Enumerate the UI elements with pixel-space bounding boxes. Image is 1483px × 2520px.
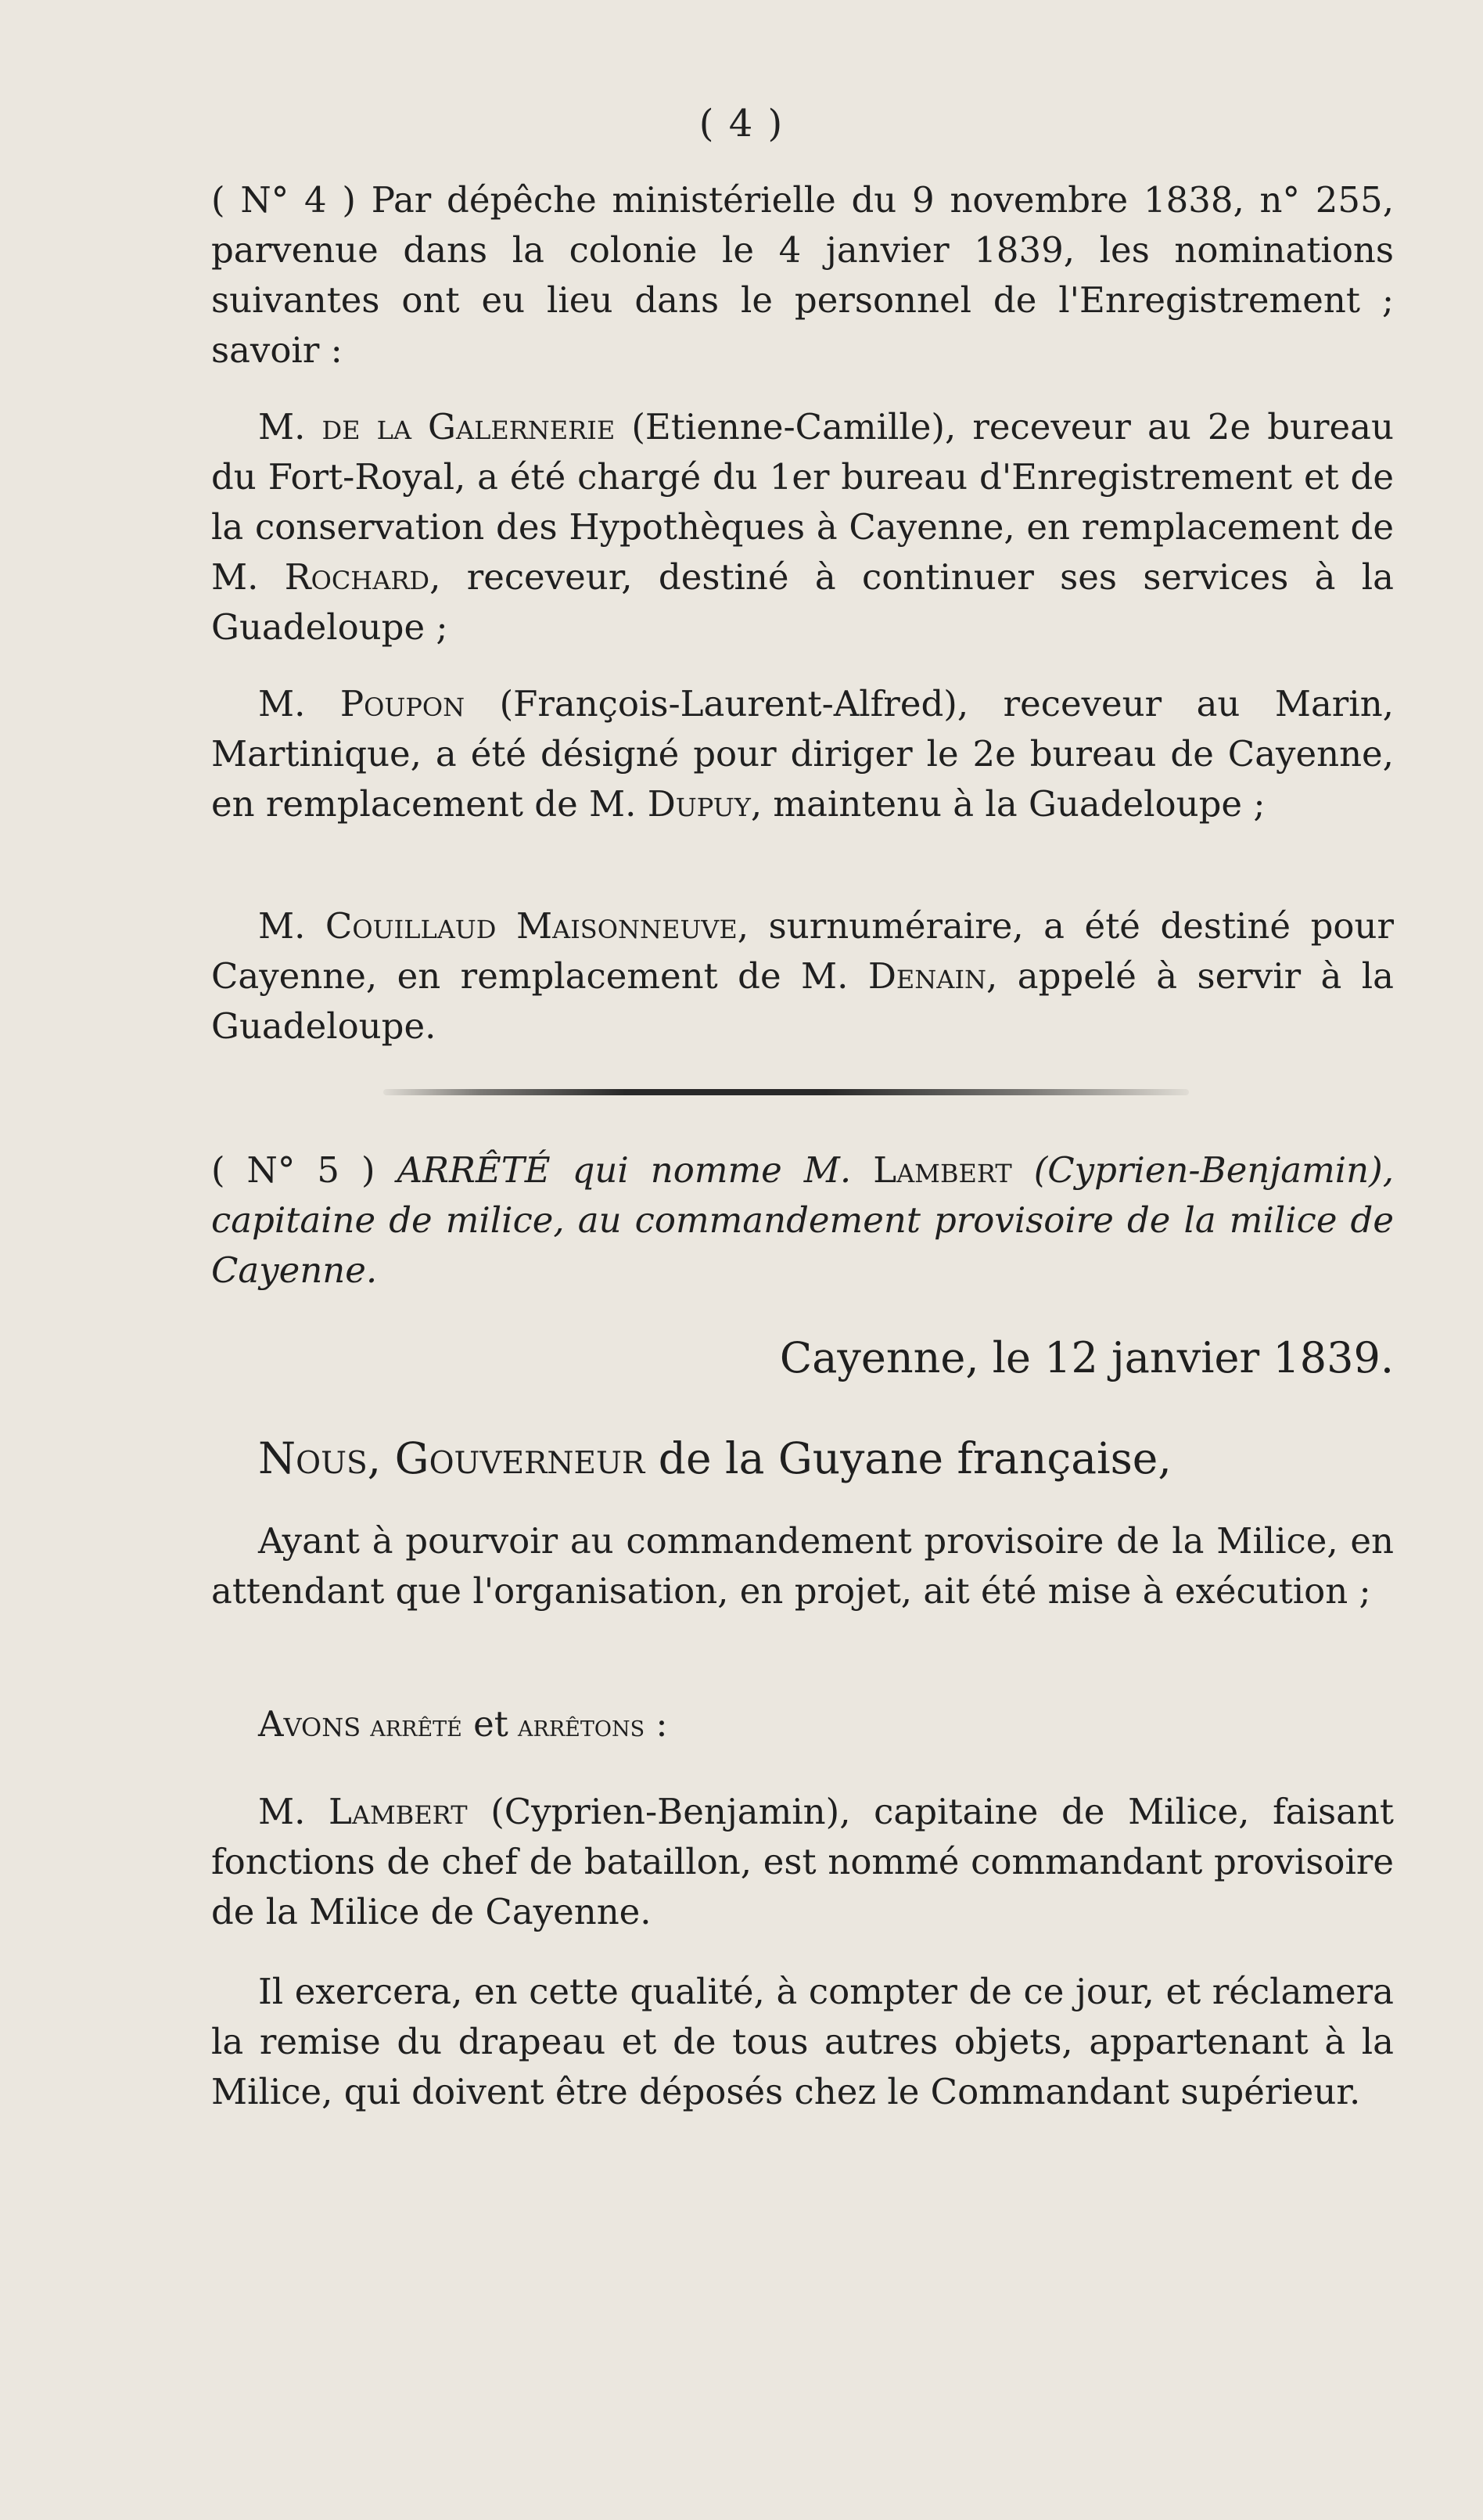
page-number: ( 4 ) [698,102,785,146]
section-separator [383,1089,1189,1098]
person-name: Lambert [873,1149,1012,1191]
section-4-paragraph-2: M. Poupon (François-Laurent-Alfred), receveur au Marin, Martinique, a été désigné pour diriger le 2e bureau de Cayenne, en remplacement de M. Dupuy, maintenu à la Guadeloupe ; [211,683,1394,825]
person-name: Rochard [284,556,430,598]
decree-title: Nous, Gouverneur de la Guyane française, [258,1433,1172,1483]
decree-formula: Avons arrêté et arrêtons : [258,1703,668,1745]
person-name: M. Lambert [258,1791,468,1832]
section-4-intro: ( N° 4 ) Par dépêche ministérielle du 9 novembre 1838, n° 255, parvenue dans la colonie le 4 janvier 1839, les nominations suivantes ont eu lieu dans le personnel de l'Enregistrement ; savoir : [211,179,1394,371]
person-name: M. Couillaud Maisonneuve [258,905,738,947]
section-4 [211,175,1394,376]
person-name: M. de la Galernerie [258,406,616,448]
section-5-heading: ( N° 5 ) ARRÊTÉ qui nomme M. Lambert (Cyprien-Benjamin), capitaine de milice, au commandement provisoire de la milice de Cayenne. [211,1149,1395,1291]
decree-considerant: Ayant à pourvoir au commandement provisoire de la Milice, en attendant que l'organisation, en projet, ait été mise à exécution ; [211,1520,1394,1612]
decree-article-1: M. Lambert (Cyprien-Benjamin), capitaine de Milice, faisant fonctions de chef de bataillon, est nommé commandant provisoire de la Milice de Cayenne. [211,1791,1394,1932]
section-4-paragraph-1: M. de la Galernerie (Etienne-Camille), receveur au 2e bureau du Fort-Royal, a été chargé du 1er bureau d'Enregistrement et de la conservation des Hypothèques à Cayenne, en remplacement de M. Rochard, receveur, destiné à continuer ses services à la Guadeloupe ; [211,406,1394,648]
person-name: Dupuy [647,783,751,825]
dateline: Cayenne, le 12 janvier 1839. [779,1333,1394,1382]
decree-article-2: Il exercera, en cette qualité, à compter de ce jour, et réclamera la remise du drapeau et de tous autres objets, appartenant à la Milice, qui doivent être déposés chez le Commandant supérieur. [211,1971,1394,2112]
section-4-paragraph-3: M. Couillaud Maisonneuve, surnuméraire, a été destiné pour Cayenne, en remplacement de M. Denain, appelé à servir à la Guadeloupe. [211,905,1394,1047]
person-name: Denain [867,955,987,997]
person-name: M. Poupon [258,683,465,724]
